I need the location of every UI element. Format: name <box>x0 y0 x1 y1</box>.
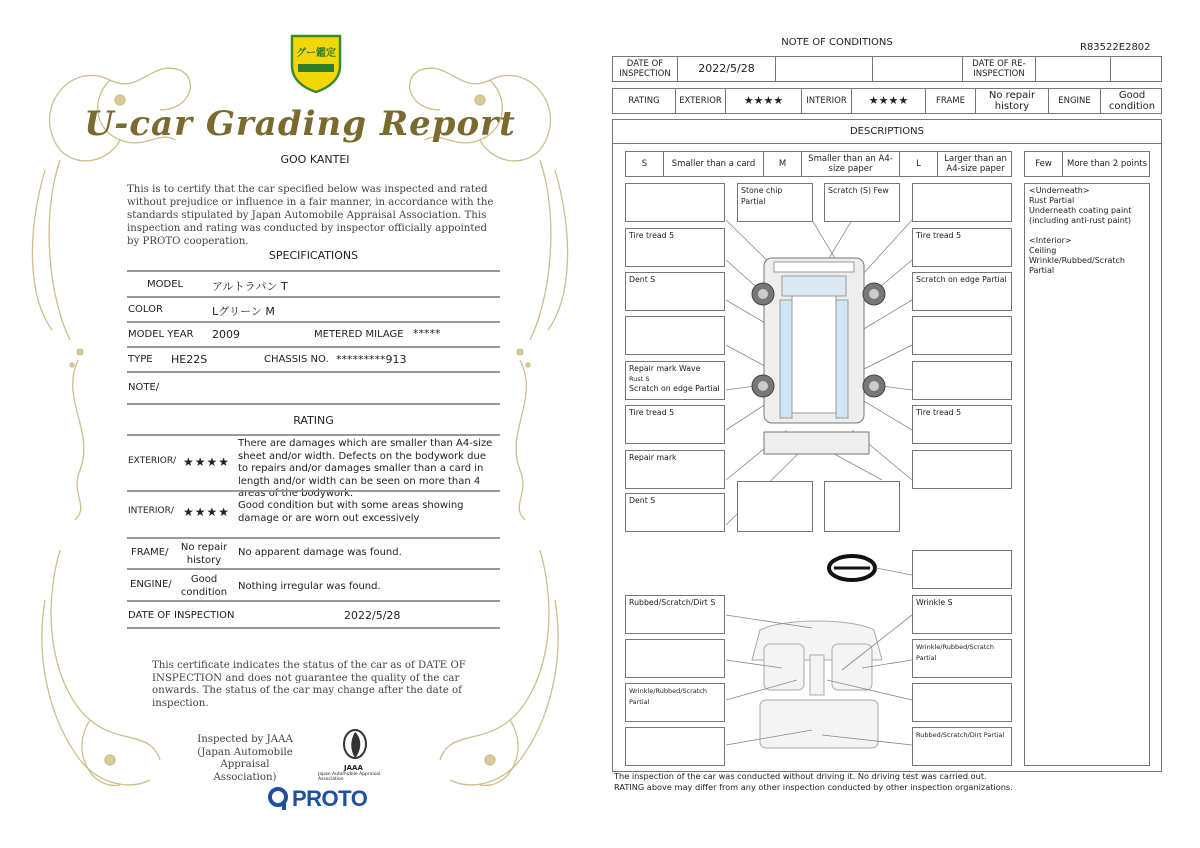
interior-box-right-4 <box>912 727 1012 766</box>
legend-l: L <box>900 152 938 176</box>
interior-box-right-3 <box>912 683 1012 722</box>
underneath-note-2: Underneath coating paint <box>1029 206 1132 215</box>
date-of-inspection-value: 2022/5/28 <box>344 609 401 622</box>
date-of-reinspection-label: DATE OF RE-INSPECTION <box>963 57 1036 81</box>
interior-note-1: Ceiling <box>1029 246 1057 255</box>
interior-stars: ★★★★ <box>183 505 231 519</box>
steering-wheel-icon <box>829 556 875 580</box>
descriptions-heading: DESCRIPTIONS <box>612 119 1162 144</box>
note-label: NOTE/ <box>128 382 160 393</box>
model-year-value: 2009 <box>212 328 240 341</box>
frame-description: No apparent damage was found. <box>238 547 402 558</box>
exterior-box-right-6 <box>912 450 1012 489</box>
exterior-box-left-2 <box>625 272 725 311</box>
exterior-box-left-1 <box>625 228 725 267</box>
size-legend <box>625 151 1012 177</box>
exterior-box-left-4 <box>625 361 725 400</box>
proto-logo-icon <box>268 787 290 811</box>
certify-paragraph: This is to certify that the car specified below was inspected and rated without prejudice or influence in a fair manner, in accordance with the standards stipulated by Japan Automobile Appraisal Association. This inspection and rating was conducted by inspector officially appointed by PROTO cooperation. <box>127 184 494 247</box>
box-note: Repair mark <box>629 453 677 462</box>
divider <box>127 490 500 492</box>
color-label: COLOR <box>128 304 163 315</box>
exterior-box-left-6 <box>625 450 725 489</box>
box-note: Rubbed/Scratch/Dirt S <box>629 598 716 607</box>
frame-value: No repair history <box>180 542 228 566</box>
divider <box>127 434 500 436</box>
footer-note-2: RATING above may differ from any other inspection conducted by other inspection organizations. <box>614 782 1013 792</box>
color-value: Lグリーン M <box>212 305 275 318</box>
interior-box-left-2 <box>625 639 725 678</box>
exterior-box-left-3 <box>625 316 725 355</box>
exterior-label: EXTERIOR/ <box>128 456 177 466</box>
underneath-note-3: (including anti-rust paint) <box>1029 216 1132 225</box>
divider <box>127 371 500 373</box>
box-note: Tire tread 5 <box>916 408 962 417</box>
frame-label: FRAME <box>926 89 976 113</box>
legend-few: Few <box>1025 152 1063 176</box>
empty-cell <box>873 57 963 81</box>
specifications-heading: SPECIFICATIONS <box>268 249 359 262</box>
footer-note-1: The inspection of the car was conducted without driving it. No driving test was carried out. <box>614 771 987 781</box>
legend-l-desc: Larger than an A4-size paper <box>944 154 1007 174</box>
box-note: Scratch (S) Few <box>828 186 889 195</box>
box-note: Wrinkle/Rubbed/Scratch Partial <box>916 643 994 662</box>
box-note: Repair mark Wave <box>629 364 701 373</box>
exterior-box-bottom-mid-left <box>737 481 813 532</box>
goo-kantei-badge-icon <box>288 30 344 94</box>
exterior-stars: ★★★★ <box>726 89 802 113</box>
jaaa-subtitle: Japan Automobile Appraisal Association <box>318 772 381 782</box>
box-note: Tire tread 5 <box>916 231 962 240</box>
note-of-conditions-title: NOTE OF CONDITIONS <box>781 37 893 48</box>
exterior-box-right-5 <box>912 405 1012 444</box>
inspected-by-text: Inspected by JAAA (Japan Automobile Appraisal Association) <box>197 734 293 783</box>
steering-box <box>912 550 1012 589</box>
divider <box>127 537 500 539</box>
certificate-subtitle: GOO KANTEI <box>280 153 350 166</box>
interior-label: INTERIOR <box>802 89 852 113</box>
engine-label: ENGINE/ <box>130 579 172 590</box>
engine-description: Nothing irregular was found. <box>238 581 381 592</box>
interior-label: INTERIOR/ <box>128 506 174 516</box>
jaaa-label: JAAA <box>344 764 363 772</box>
type-label: TYPE <box>128 354 153 365</box>
rating-row <box>612 88 1162 114</box>
interior-box-right-2 <box>912 639 1012 678</box>
divider <box>127 346 500 348</box>
box-note: Dent S <box>629 275 656 284</box>
model-value: アルトラパン T <box>212 280 288 293</box>
underneath-heading: <Underneath> <box>1029 186 1090 195</box>
exterior-box-bottom-mid-right <box>824 481 900 532</box>
date-row <box>612 56 1162 82</box>
box-note: Scratch on edge Partial <box>916 275 1007 284</box>
exterior-stars: ★★★★ <box>183 455 231 469</box>
divider <box>127 568 500 570</box>
legend-s: S <box>626 152 664 176</box>
box-note: Tire tread 5 <box>629 231 675 240</box>
frame-label: FRAME/ <box>131 547 169 558</box>
box-note: Dent S <box>629 496 656 505</box>
date-of-inspection-label: DATE OF INSPECTION <box>613 57 678 81</box>
box-note: Rust S <box>629 374 650 383</box>
interior-stars: ★★★★ <box>852 89 926 113</box>
notes-column <box>1024 183 1150 766</box>
type-value: HE22S <box>171 353 208 366</box>
exterior-box-right-1 <box>912 228 1012 267</box>
model-label: MODEL <box>147 279 184 290</box>
divider <box>127 270 500 272</box>
box-note: Tire tread 5 <box>629 408 675 417</box>
exterior-box-right-3 <box>912 316 1012 355</box>
metered-milage-label: METERED MILAGE <box>314 329 404 340</box>
frame-value: No repair history <box>976 89 1049 113</box>
interior-description: Good condition but with some areas showing damage or are worn out excessively <box>238 500 464 524</box>
exterior-box-left-7 <box>625 493 725 532</box>
exterior-box-right-2 <box>912 272 1012 311</box>
date-of-inspection-value: 2022/5/28 <box>678 57 776 81</box>
divider <box>127 627 500 629</box>
exterior-box-left-5 <box>625 405 725 444</box>
badge-text: グー鑑定 <box>296 48 336 59</box>
exterior-box-top-mid-left <box>737 183 813 222</box>
model-year-label: MODEL YEAR <box>128 329 194 340</box>
chassis-label: CHASSIS NO. <box>264 354 329 365</box>
exterior-label: EXTERIOR <box>676 89 726 113</box>
count-legend <box>1024 151 1150 177</box>
divider <box>127 296 500 298</box>
divider <box>127 600 500 602</box>
exterior-box-top-mid-right <box>824 183 900 222</box>
reference-number: R83522E2802 <box>1080 42 1151 53</box>
box-note: Scratch on edge Partial <box>629 383 720 393</box>
sheet-footer <box>614 771 1013 793</box>
divider <box>127 403 500 405</box>
metered-milage-value: ***** <box>413 327 441 340</box>
chassis-value: *********913 <box>336 353 407 366</box>
engine-value: Good condition <box>1108 90 1156 112</box>
interior-box-right-1 <box>912 595 1012 634</box>
empty-cell <box>776 57 873 81</box>
box-note: Rubbed/Scratch/Dirt Partial <box>916 731 1005 739</box>
legend-few-desc: More than 2 points <box>1066 159 1147 169</box>
empty-cell <box>1036 57 1111 81</box>
interior-box-left-3 <box>625 683 725 722</box>
exterior-box-right-0 <box>912 183 1012 222</box>
certificate-title: U-car Grading Report <box>84 104 516 144</box>
legend-m: M <box>764 152 802 176</box>
legend-s-desc: Smaller than a card <box>664 152 764 176</box>
underneath-note-1: Rust Partial <box>1029 196 1075 205</box>
rating-heading: RATING <box>293 414 334 427</box>
jaaa-logo-icon <box>340 728 370 764</box>
exterior-box-right-4 <box>912 361 1012 400</box>
box-note: Stone chip Partial <box>741 186 783 206</box>
divider <box>127 321 500 323</box>
interior-box-left-4 <box>625 727 725 766</box>
engine-label: ENGINE <box>1049 89 1101 113</box>
interior-box-left-1 <box>625 595 725 634</box>
empty-cell <box>1111 57 1163 81</box>
interior-heading: <Interior> <box>1029 236 1072 245</box>
rating-label: RATING <box>613 89 676 113</box>
interior-note-2: Wrinkle/Rubbed/Scratch <box>1029 256 1125 265</box>
legend-m-desc: Smaller than an A4-size paper <box>802 152 900 176</box>
date-of-inspection-label: DATE OF INSPECTION <box>128 610 235 621</box>
interior-note-3: Partial <box>1029 266 1055 275</box>
proto-logo-text: PROTO <box>292 786 368 811</box>
exterior-box-left-0 <box>625 183 725 222</box>
box-note: Wrinkle/Rubbed/Scratch Partial <box>629 687 707 706</box>
box-note: Wrinkle S <box>916 598 953 607</box>
exterior-description: There are damages which are smaller than A4-size sheet and/or width. Defects on the bodywork due to repairs and/or damages smaller than a card in length and/or width can be seen on more than 4 areas of the bodywork. <box>238 438 493 499</box>
engine-value: Good condition <box>180 574 228 598</box>
disclaimer-text: This certificate indicates the status of the car as of DATE OF INSPECTION and does not guarantee the quality of the car onwards. The status of the car may change after the date of inspection. <box>152 660 466 709</box>
